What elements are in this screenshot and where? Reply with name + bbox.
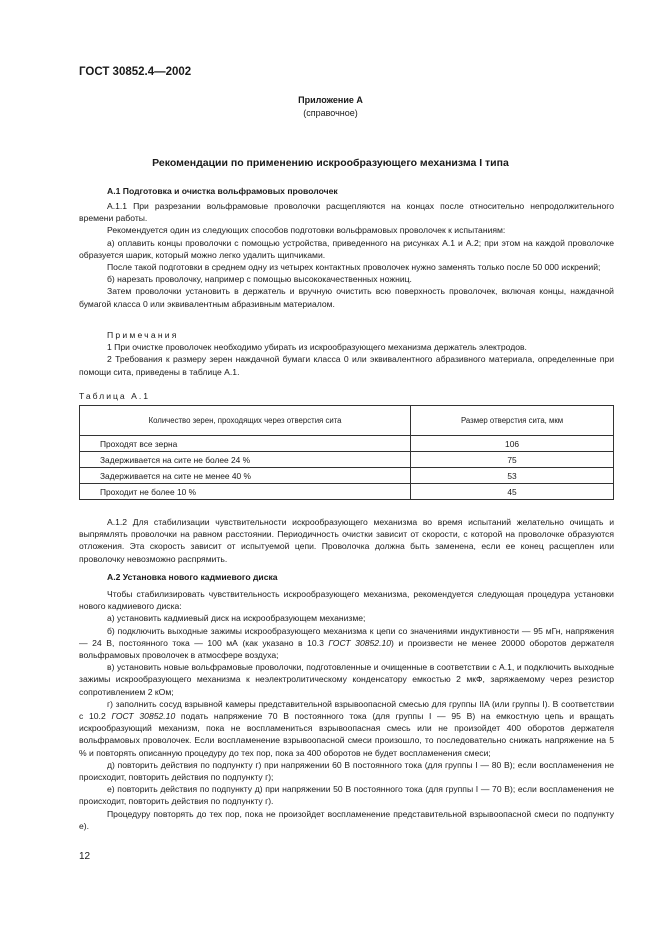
section-a1-body xyxy=(79,200,614,310)
table-cell: Задерживается на сите не более 24 % xyxy=(80,452,411,468)
table-cell: Задерживается на сите не менее 40 % xyxy=(80,468,411,484)
step-b-text-1: б) подключить выходные зажимы искрообразующего механизма к цепи со значениями индуктивности — 95 мГн, напряжения — 24 В, постоянного тока — 100 мА (как указано в 10.3 xyxy=(79,625,614,648)
paragraph-a1-1: А.1.1 При разрезании вольфрамовые проволочки расщепляются на концах после относительно непродолжительного времени работы. xyxy=(79,201,614,224)
paragraph-replacement: После такой подготовки в среднем одну из четырех контактных проволочек нужно заменять только после 50 000 искрений; xyxy=(107,262,601,273)
standard-reference: ГОСТ 30852.10 xyxy=(111,711,176,722)
paragraph-a1-2-block xyxy=(79,516,614,565)
table-caption: Таблица А.1 xyxy=(79,391,150,401)
section-a2-heading: А.2 Установка нового кадмиевого диска xyxy=(107,572,278,582)
annex-type: (справочное) xyxy=(303,108,358,118)
table-row xyxy=(80,436,614,452)
section-a2-body xyxy=(79,588,614,832)
paragraph-a1-2: А.1.2 Для стабилизации чувствительности искрообразующего механизма во время испытаний желательно очищать и выпрямлять проволочки на равном расстоянии. Периодичность очистки зависит от скорости, с которой на проволочке образуются отложения. Эта скорость зависит от испытуемой цепи. Проволочка должна быть заменена, если ее конец расщеплен или проволочку невозможно распрямить. xyxy=(79,517,614,564)
step-b xyxy=(79,625,614,662)
note-1: 1 При очистке проволочек необходимо убирать из искрообразующего механизма держатель электродов. xyxy=(107,342,527,353)
step-c: в) установить новые вольфрамовые проволочки, подготовленные и очищенные в соответствии с А.1, и подключить выходные зажимы искрообразующего механизма к неэлектролитическому конденсатору емкостью 2 мкФ, заряжаемому через резистор сопротивлением 2 кОм; xyxy=(79,662,614,697)
step-d xyxy=(79,698,614,759)
table-cell: 106 xyxy=(411,436,614,452)
step-e: д) повторить действия по подпункту г) при напряжении 60 В постоянного тока (для группы I — 80 В); если воспламенения не происходит, повторить действия по подпункту г); xyxy=(79,759,614,783)
standard-reference: ГОСТ 30852.10 xyxy=(328,637,392,648)
table-row xyxy=(80,468,614,484)
paragraph-final: Процедуру повторять до тех пор, пока не произойдет воспламенение представительной взрывоопасной смеси по подпункту е). xyxy=(79,808,614,831)
table-header-row xyxy=(80,406,614,436)
document-id: ГОСТ 30852.4—2002 xyxy=(79,66,192,78)
paragraph-cleaning: Затем проволочки установить в держатель и вручную очистить всю поверхность проволочек, включая концы, наждачной бумагой класса 0 или эквивалентным абразивным материалом. xyxy=(79,286,614,309)
paragraph-method-a: а) оплавить концы проволочки с помощью устройства, приведенного на рисунках А.1 и А.2; при этом на каждой проволочке образуется шарик, который можно легко удалить щипчиками. xyxy=(79,237,614,260)
step-a: а) установить кадмиевый диск на искрообразующем механизме; xyxy=(107,613,366,624)
table-cell: Проходит не более 10 % xyxy=(80,484,411,500)
paragraph-method-b: б) нарезать проволочку, например с помощью высококачественных ножниц. xyxy=(107,274,412,285)
step-b-text-2: ) и произвести не менее 20000 оборотов держателя вольфрамовых проволочек в атмосфере воздуха; xyxy=(79,637,614,661)
step-f: е) повторить действия по подпункту д) при напряжении 50 В постоянного тока (для группы I — 70 В); если воспламенения не происходит, повторить действия по подпункту г). xyxy=(79,784,614,807)
annex-label: Приложение А xyxy=(298,95,363,105)
table-header-grains: Количество зерен, проходящих через отверстия сита xyxy=(80,406,411,436)
sieve-table xyxy=(79,405,614,500)
annex-title: Рекомендации по применению искрообразующего механизма I типа xyxy=(152,157,509,169)
section-a1-heading: А.1 Подготовка и очистка вольфрамовых проволочек xyxy=(107,186,338,196)
table-cell: 53 xyxy=(411,468,614,484)
notes-block xyxy=(79,329,614,378)
table-cell: Проходят все зерна xyxy=(80,436,411,452)
table-row xyxy=(80,484,614,500)
notes-label: Примечания xyxy=(107,330,179,340)
note-2: 2 Требования к размеру зерен наждачной бумаги класса 0 или эквивалентного абразивного материала, определенные при помощи сита, приведены в таблице А.1. xyxy=(79,354,614,377)
table-row xyxy=(80,452,614,468)
paragraph-methods-intro: Рекомендуется один из следующих способов подготовки вольфрамовых проволочек к испытаниям: xyxy=(107,225,506,236)
step-d-text-2: подать напряжение 70 В постоянного тока (для группы I — 95 В) на емкостную цепь и вращать искрообразующий механизм, пока не воспламениться взрывоопасная смесь или не произойдет 400 оборотов держателя вольфрамовых проволочек. Если воспламенение взрывоопасной смеси произошло, то последовательно снижать напряжение на 5 % и повторять описанную процедуру до тех пор, пока за 400 оборотов не будет воспламенения смеси; xyxy=(79,711,614,758)
page-number: 12 xyxy=(79,851,91,862)
table-header-size: Размер отверстия сита, мкм xyxy=(411,406,614,436)
paragraph-a2-intro: Чтобы стабилизировать чувствительность искрообразующего механизма, рекомендуется следующая процедура установки нового кадмиевого диска: xyxy=(79,589,614,612)
step-d-text-1: г) заполнить сосуд взрывной камеры представительной взрывоопасной смесью для группы IIA (или группы I). В соответствии с 10.2 xyxy=(79,698,614,722)
table-cell: 45 xyxy=(411,484,614,500)
table-cell: 75 xyxy=(411,452,614,468)
